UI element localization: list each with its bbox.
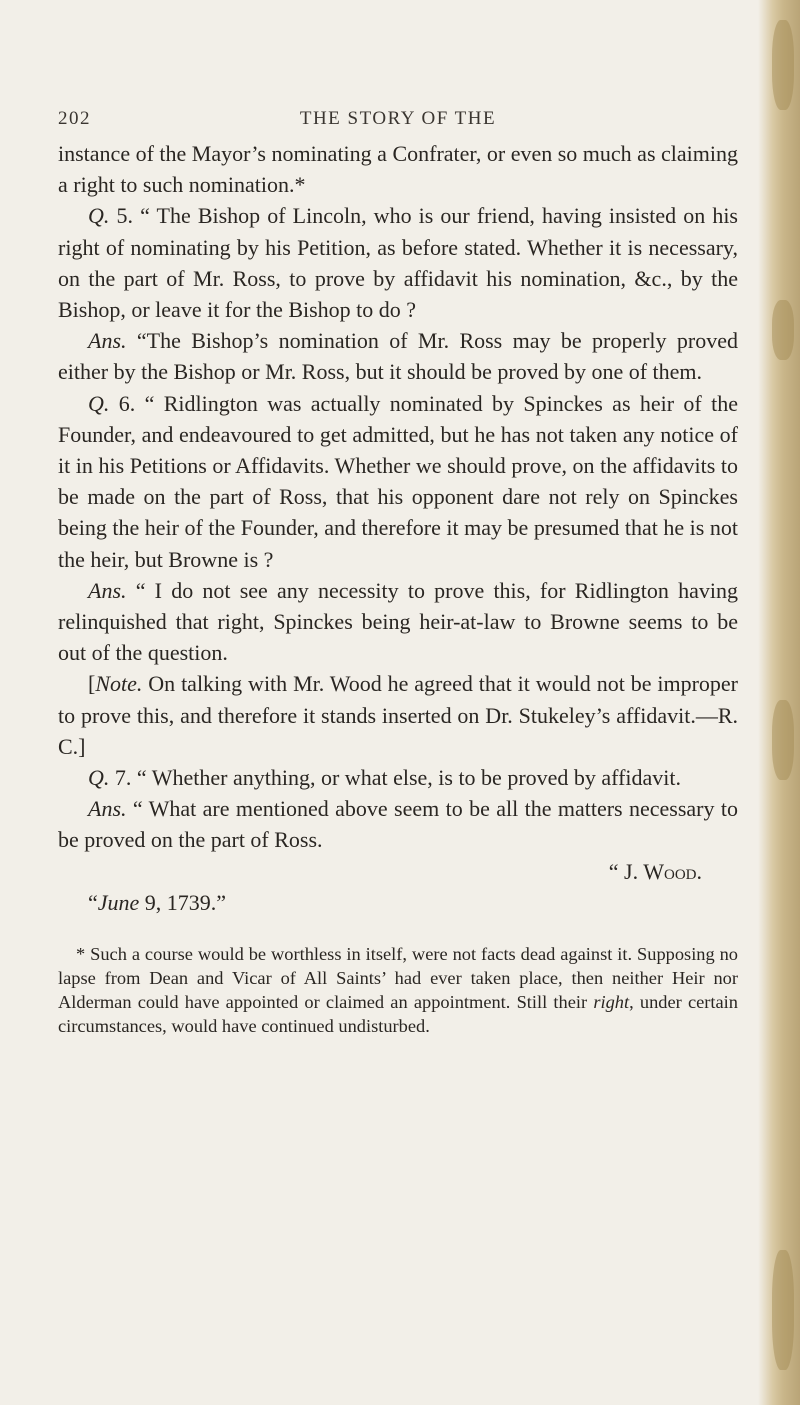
footnote-before: * Such a course would be worthless in itself, were not facts dead against it. Supposing no lapse from Dean and Vicar of All Saints’ had ever taken place, then neither Heir nor Alderman could have appointed or claimed an appointment. Still their [58, 944, 738, 1012]
paragraph-continuation [58, 138, 738, 200]
paragraph-question-5 [58, 200, 738, 325]
date-open-quote: “ [88, 889, 98, 915]
date-rest: 9, 1739.” [139, 889, 227, 915]
page-edge-stain [772, 1250, 794, 1370]
paragraph-text: 6. “ Ridlington was actually nominated by Spinckes as heir of the Founder, and endeavoured to get admitted, but he has not taken any notice of it in his Petitions or Affidavits. Whether we should prove, on the affidavits to be made on the part of Ross, that his opponent dare not rely on Spinckes being the heir of the Founder, and therefore it may be presumed that he is not the heir, but Browne is ? [58, 390, 738, 572]
footnote-after: , under certain circumstances, would have continued undisturbed. [58, 992, 738, 1036]
paragraph-question-6 [58, 388, 738, 575]
paragraph-text: instance of the Mayor’s nominating a Confrater, or even so much as claiming a right to such nomination.* [58, 141, 738, 198]
footnote [58, 942, 738, 1038]
question-label: Q. [88, 390, 110, 416]
letter-date [58, 887, 738, 918]
signature: “ J. Wood. [608, 858, 702, 884]
answer-label: Ans. [88, 796, 127, 822]
footnote-text [58, 942, 738, 1038]
paragraph-answer-7 [58, 793, 738, 855]
paragraph-question-7 [58, 762, 738, 793]
note-bracket: [ [88, 671, 96, 697]
body-text [58, 138, 738, 918]
page-edge-stain [772, 300, 794, 360]
paragraph-text: “ I do not see any necessity to prove this, for Ridlington having relinquished that right, Spinckes being heir-at-law to Browne seems to be out of the question. [58, 577, 738, 666]
paragraph-answer-5 [58, 325, 738, 387]
page-edge-shading [758, 0, 800, 1405]
page-number: 202 [58, 108, 91, 129]
page-edge-stain [772, 20, 794, 110]
date-month: June [97, 889, 140, 915]
note-label: Note. [95, 671, 143, 697]
book-page [58, 0, 738, 1405]
running-head [58, 108, 738, 138]
question-label: Q. [88, 203, 110, 229]
paragraph-text: On talking with Mr. Wood he agreed that it would not be improper to prove this, and therefore it stands inserted on Dr. Stukeley’s affidavit.—R. C.] [58, 671, 738, 759]
question-label: Q. [88, 765, 110, 791]
paragraph-text: “The Bishop’s nomination of Mr. Ross may be properly proved either by the Bishop or Mr. Ross, but it should be proved by one of them. [58, 328, 738, 385]
running-head-title: THE STORY OF THE [299, 108, 497, 129]
paragraph-note [58, 668, 738, 762]
paragraph-text: “ What are mentioned above seem to be all the matters necessary to be proved on the part of Ross. [58, 796, 738, 853]
paragraph-text: 5. “ The Bishop of Lincoln, who is our friend, having insisted on his right of nominating by his Petition, as before stated. Whether it is necessary, on the part of Mr. Ross, to prove by affidavit his nomination, &c., by the Bishop, or leave it for the Bishop to do ? [58, 203, 738, 323]
page-edge-stain [772, 700, 794, 780]
footnote-emphasis: right [593, 992, 630, 1012]
answer-label: Ans. [88, 577, 127, 603]
paragraph-text: 7. “ Whether anything, or what else, is to be proved by affidavit. [109, 765, 682, 791]
answer-label: Ans. [88, 328, 127, 354]
paragraph-answer-6 [58, 575, 738, 669]
